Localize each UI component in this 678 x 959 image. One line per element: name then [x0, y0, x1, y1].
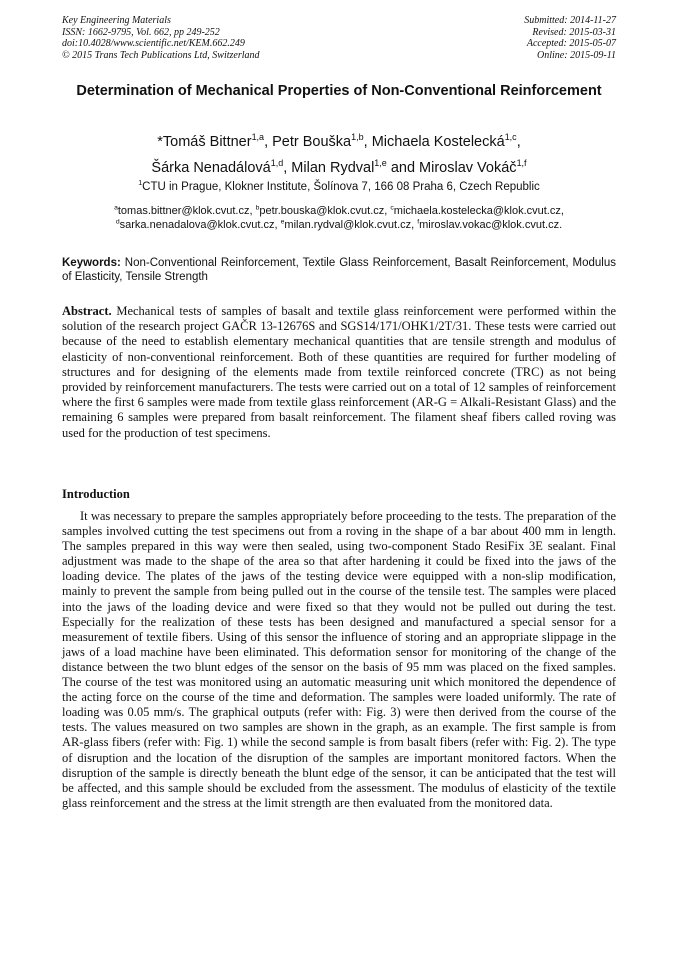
email-link[interactable]: $^d$sarka.nenadalova@klok.cvut.cz, [115, 218, 281, 231]
date-revised: Revised: 2015-03-31 [532, 26, 616, 38]
author: Michaela Kostelecká$^{1,c}$, [371, 132, 521, 150]
email-link[interactable]: $^f$miroslav.vokac@klok.cvut.cz. [417, 218, 563, 231]
email-link[interactable]: $^a$tomas.bittner@klok.cvut.cz, [114, 204, 256, 217]
author: *Tomáš Bittner$^{1,a}$, [157, 132, 273, 150]
keywords-text: Non-Conventional Reinforcement, Textile Glass Reinforcement, Basalt Reinforcement, Modulus of Elasticity, Tensile Strength [62, 257, 616, 283]
email-link[interactable]: $^b$petr.bouska@klok.cvut.cz, [255, 204, 391, 217]
author: Miroslav Vokáč$^{1,f}$ [419, 158, 527, 176]
affiliation: $^1$CTU in Prague, Klokner Institute, Šolínova 7, 166 08 Praha 6, Czech Republic [138, 179, 540, 193]
abstract [62, 304, 616, 441]
abstract-text: Mechanical tests of samples of basalt and textile glass reinforcement were performed within the solution of the research project GAČR 13-12676S and SGS14/171/OHK1/2T/31. These tests were carried out because of the need to establish elementary mechanical quantities that are tensile strength and modulus of elasticity of non-conventional reinforcement. Both of these quantities are required for further modeling of structures and for designing of the elements made from textile reinforced concrete (TRC) as not being provided by reinforcement manufacturers. The tests were carried out on a total of 12 samples of reinforcement where the first 6 samples were made from textile glass reinforcement (AR-G = Alkali-Resistant Glass) and the remaining 6 samples were prepared from basalt reinforcement. The filament sheaf fibers called roving was used for the production of test specimens. [62, 304, 616, 440]
author: Petr Bouška$^{1,b}$, [272, 132, 372, 150]
date-submitted: Submitted: 2014-11-27 [524, 15, 616, 26]
keywords [62, 256, 616, 284]
keywords-label: Keywords: [62, 257, 121, 269]
email-link[interactable]: $^e$milan.rydval@klok.cvut.cz, [280, 218, 418, 231]
date-accepted: Accepted: 2015-05-07 [526, 38, 616, 49]
author-list [62, 129, 616, 181]
section-heading-introduction: Introduction [62, 487, 130, 501]
journal-copyright: © 2015 Trans Tech Publications Ltd, Switzerland [62, 49, 260, 61]
date-online: Online: 2015-09-11 [537, 49, 616, 61]
journal-name: Key Engineering Materials [62, 15, 171, 26]
introduction-paragraph: It was necessary to prepare the samples appropriately before proceeding to the tests. The preparation of the samples involved cutting the test specimens out from a roving in the shape of a bar about 400 mm in length. The samples prepared in this way were then sealed, using two-component Stado ResiFix 3E sealant. Final adjustment was made to the shape of the area so that after hardening it could be fixed into the jaws of the loading device. The plates of the jaws of the testing device were equipped with a non-slip modification, mainly to prevent the sample from being pulled out in the course of the tensile test. The samples were placed into the jaws of the loading device and were fixed so that they would not be pulled out during the test. Especially for the realization of these tests has been designed and manufactured a special sensor for a measurement of textile fibers. Using of this sensor the influence of storing and an appropriate slippage in the jaws of a load machine have been eliminated. This deformation sensor for monitoring of the change of the distance between the two blunt edges of the sensor on the basis of 95 mm was placed on the fixed samples. The course of the test was monitored using an automatic measuring unit which monitored the dependence of the acting force on the course of the time and deformation. The samples were loaded uniformly. The rate of loading was 0.05 mm/s. The graphical outputs (refer with: Fig. 3) were then derived from the course of the tests. The values measured on two samples are shown in the graph, as an example. The first sample is from AR-glass fibers (refer with: Fig. 1) while the second sample is from basalt fibers (refer with: Fig. 2). The type of disruption and the location of the disruption of the samples are important monitored factors. When the disruption of the sample is directly beneath the blunt edge of the sensor, it can be anticipated that the test will be affected, and this sample should be excluded from the assessment. The modulus of elasticity of the textile glass reinforcement and the stress at the limit strength are then evaluated from the monitored data. [62, 509, 616, 810]
author: Šárka Nenadálová$^{1,d}$, [151, 158, 292, 176]
author: Milan Rydval$^{1,e}$ and [291, 158, 420, 176]
email-link[interactable]: $^c$michaela.kostelecka@klok.cvut.cz, [390, 204, 564, 217]
paper-title: Determination of Mechanical Properties of Non-Conventional Reinforcement [76, 83, 602, 99]
email-list [62, 204, 616, 232]
journal-issn: ISSN: 1662-9795, Vol. 662, pp 249-252 [62, 26, 220, 38]
journal-header-left [62, 15, 260, 61]
journal-doi: doi:10.4028/www.scientific.net/KEM.662.249 [62, 38, 245, 49]
journal-header-right [524, 15, 616, 61]
abstract-label: Abstract. [62, 304, 112, 318]
